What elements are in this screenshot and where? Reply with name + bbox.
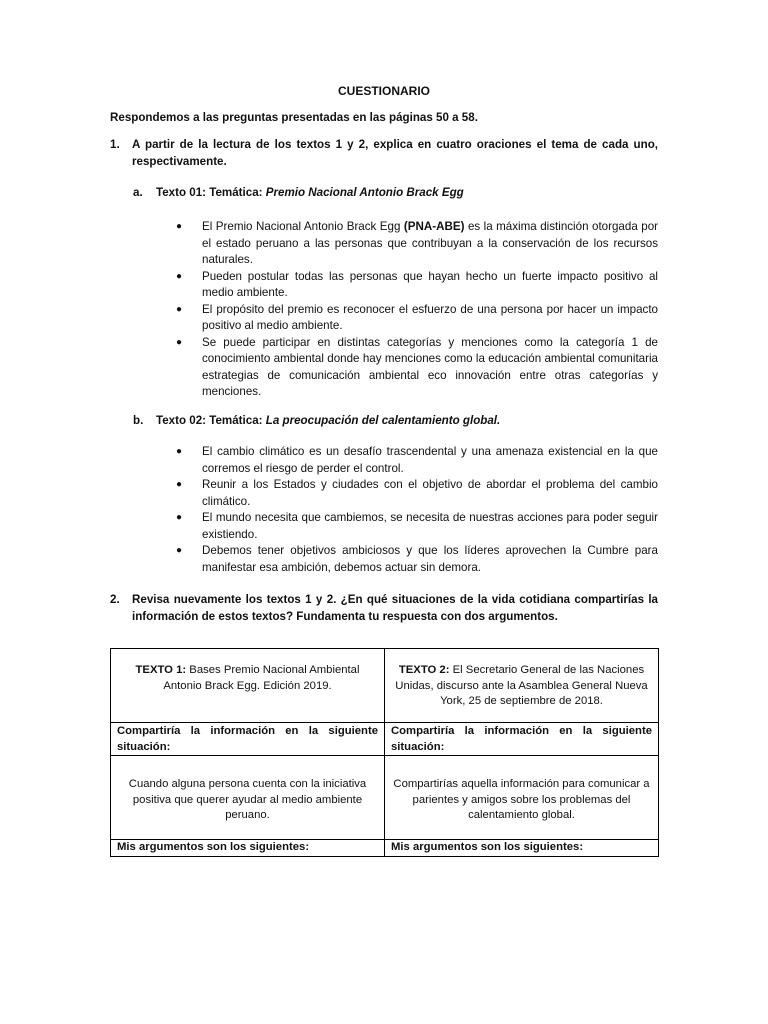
list-item: [176, 477, 658, 510]
question-2: [110, 591, 658, 625]
question-number: 2.: [110, 593, 120, 606]
texto1-source-text: Bases Premio Nacional Ambiental Antonio Brack Egg. Edición 2019.: [163, 664, 360, 692]
texto2-source-cell: [385, 649, 659, 723]
list-item: [176, 219, 658, 269]
response-table: [110, 648, 659, 857]
situation-label-cell: Compartiría la información en la siguiente situación:: [385, 723, 659, 756]
texto2-source-label: TEXTO 2:: [398, 664, 450, 676]
arguments-label-cell[interactable]: Mis argumentos son los siguientes:: [385, 840, 659, 857]
list-item: [176, 302, 658, 335]
list-item: [176, 444, 658, 477]
list-item: [176, 543, 658, 576]
bullet-text: El Premio Nacional Antonio Brack Egg: [202, 220, 404, 233]
question-text: Revisa nuevamente los textos 1 y 2. ¿En qué situaciones de la vida cotidiana compartirías la información de estos textos? Fundamenta tu respuesta con dos argumentos.: [132, 593, 658, 623]
texto2-source-text: El Secretario General de las Naciones Unidas, discurso ante la Asamblea General Nueva York, 25 de septiembre de 2018.: [395, 664, 648, 707]
bullet-text: El mundo necesita que cambiemos, se necesita de nuestras acciones para poder seguir existiendo.: [202, 511, 658, 541]
bullet-text: es la máxima distinción otorgada por el estado peruano a las personas que contribuyan a la conservación de los recursos naturales.: [202, 220, 658, 266]
situation-label-cell: Compartiría la información en la siguiente situación:: [111, 723, 385, 756]
bullet-text: El cambio climático es un desafío trascendental y una amenaza existencial en la que corremos el riesgo de perder el control.: [202, 445, 658, 475]
bullet-icon: ●: [176, 336, 183, 348]
question-1: [110, 136, 658, 170]
texto1-topic: Premio Nacional Antonio Brack Egg: [265, 186, 464, 199]
arguments-label-cell[interactable]: Mis argumentos son los siguientes:: [111, 840, 385, 857]
bullet-icon: ●: [176, 221, 183, 232]
bullet-text-bold: (PNA-ABE): [403, 220, 465, 233]
question-number: 1.: [110, 138, 120, 151]
bullet-text: Debemos tener objetivos ambiciosos y que los líderes aprovechen la Cumbre para manifestar esa ambición, debemos actuar sin demora.: [202, 544, 658, 574]
intro-text: Respondemos a las preguntas presentadas en las páginas 50 a 58.: [110, 111, 478, 124]
bullet-icon: ●: [176, 270, 183, 282]
table-row: [111, 756, 659, 840]
bullet-text: Reunir a los Estados y ciudades con el objetivo de abordar el problema del cambio climático.: [202, 478, 658, 508]
texto2-topic: La preocupación del calentamiento global.: [265, 414, 501, 427]
bullet-text: Se puede participar en distintas categorías y menciones como la categoría 1 de conocimiento ambiental donde hay menciones como la educación ambiental comunitaria estrategias de comunicación ambiental eco innovación entre otras categorías y menciones.: [202, 335, 658, 398]
list-letter: b.: [133, 414, 144, 427]
bullet-icon: ●: [176, 512, 183, 523]
texto2-label: Texto 02: Temática:: [156, 414, 266, 427]
situation-answer-cell[interactable]: Compartirías aquella información para comunicar a parientes y amigos sobre los problemas del calentamiento global.: [385, 756, 659, 840]
texto1-source-label: TEXTO 1:: [135, 664, 187, 676]
bullet-text: El propósito del premio es reconocer el esfuerzo de una persona por hacer un impacto positivo al medio ambiente.: [202, 302, 658, 332]
page-title: CUESTIONARIO: [337, 84, 430, 98]
bullet-icon: ●: [176, 303, 183, 315]
bullet-icon: ●: [176, 446, 183, 457]
bullet-text: Pueden postular todas las personas que hayan hecho un fuerte impacto positivo al medio ambiente.: [202, 269, 658, 299]
texto1-label: Texto 01: Temática:: [156, 186, 266, 199]
list-item: [176, 335, 658, 401]
bullet-icon: ●: [176, 545, 183, 556]
list-item: [176, 510, 658, 543]
texto1-source-cell: [111, 649, 385, 723]
question-text: A partir de la lectura de los textos 1 y 2, explica en cuatro oraciones el tema de cada uno, respectivamente.: [132, 138, 658, 168]
bullet-icon: ●: [176, 479, 183, 490]
texto2-heading: [133, 414, 500, 427]
list-item: [176, 269, 658, 302]
texto1-bullet-list: [176, 219, 658, 401]
texto2-bullet-list: [176, 444, 658, 576]
texto1-heading: [133, 186, 464, 199]
situation-answer-cell[interactable]: Cuando alguna persona cuenta con la iniciativa positiva que querer ayudar al medio ambiente peruano.: [111, 756, 385, 840]
list-letter: a.: [133, 186, 143, 199]
table-row: [111, 649, 659, 723]
table-row: [111, 840, 659, 857]
table-row: [111, 723, 659, 756]
